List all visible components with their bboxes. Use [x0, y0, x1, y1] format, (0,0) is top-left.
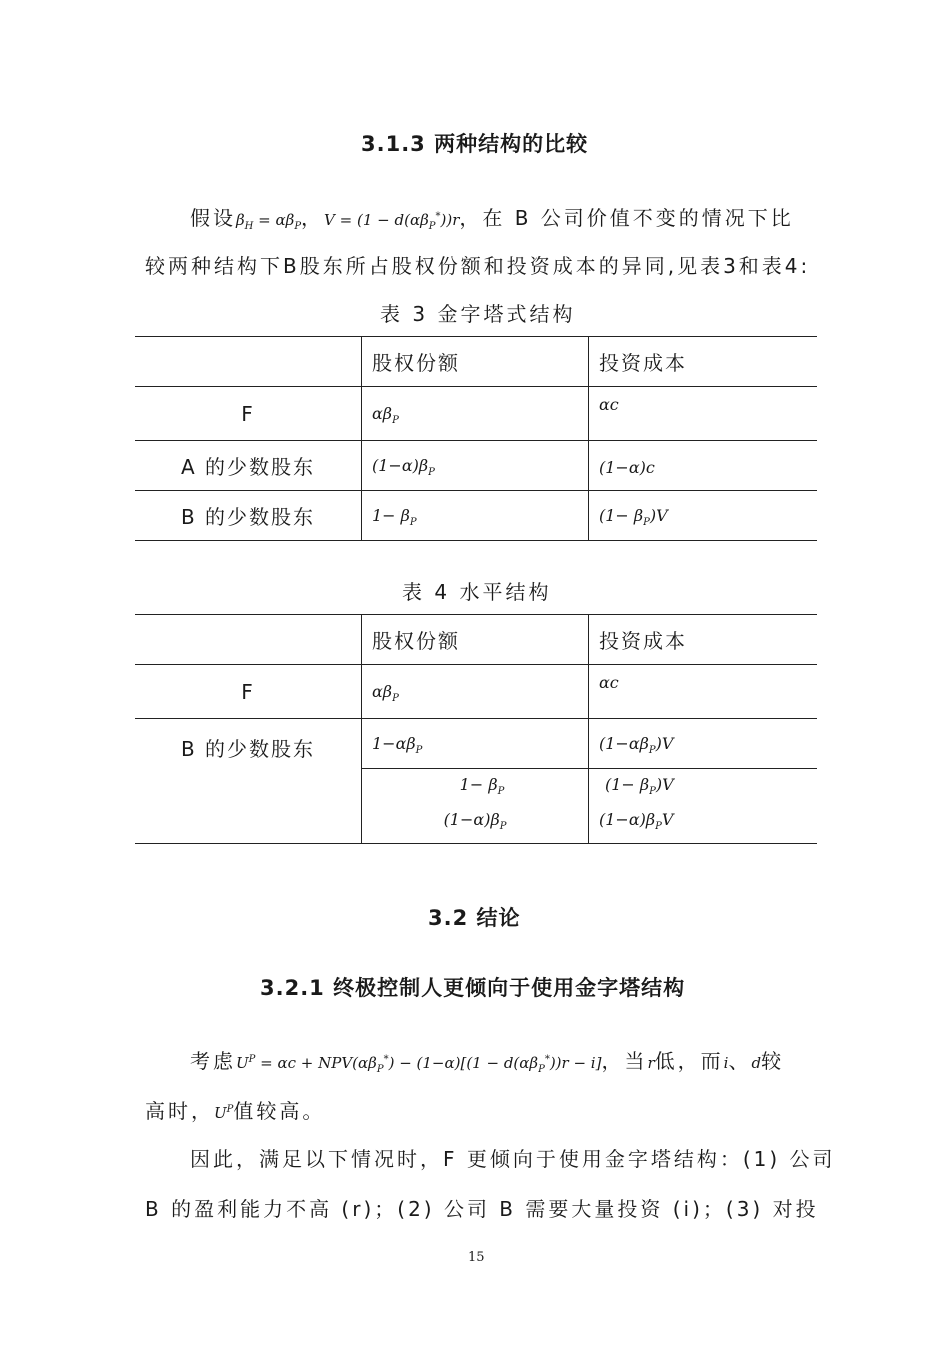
- var-up: $U^P$: [214, 1104, 234, 1122]
- para2-lead: 考虑: [190, 1049, 236, 1073]
- paragraph-1-line-1: [190, 202, 794, 232]
- cost-cell: (1−α)c: [589, 441, 818, 491]
- para2-mid: ，当: [601, 1049, 648, 1073]
- cost-cell-double: $(1- \beta_P)V$ $(1-\alpha)\beta_PV$: [589, 769, 818, 844]
- table-header-cost: 投资成本: [589, 615, 818, 665]
- para2-line2-b: 值较高。: [233, 1099, 326, 1123]
- formula-up: $U^P = \alpha c + NPV(\alpha\beta_P^*) - (1-\alpha)[(1 - d(\alpha\beta_P^*))r - i]$: [236, 1054, 602, 1075]
- page-number: 15: [468, 1250, 485, 1265]
- cost-cell: $(1-\alpha\beta_P)V$: [589, 719, 818, 769]
- table4-caption: 表 4 水平结构: [402, 580, 552, 604]
- table-header-equity: 股权份额: [362, 615, 589, 665]
- table-cell: [135, 337, 362, 387]
- section-heading-3-2-1: 3.2.1 终极控制人更倾向于使用金字塔结构: [260, 976, 686, 1000]
- table-header-equity: 股权份额: [362, 337, 589, 387]
- table-header-cost: 投资成本: [589, 337, 818, 387]
- equity-cell-double: $1- \beta_P$ $(1-\alpha)\beta_P$: [362, 769, 589, 844]
- var-i: i: [723, 1054, 729, 1072]
- paragraph-2-line-2: [145, 1095, 325, 1124]
- equity-cell: $\alpha\beta_P$: [362, 665, 589, 719]
- formula-v: $V = (1 - d(\alpha\beta_P^*))r$: [324, 211, 460, 232]
- equity-cell: $1-\alpha\beta_P$: [362, 719, 589, 769]
- table3-caption: 表 3 金字塔式结构: [380, 302, 576, 326]
- paragraph-1-line-2: 较两种结构下B股东所占股权份额和投资成本的异同,见表3和表4:: [145, 254, 811, 278]
- table-row: [135, 491, 817, 541]
- formula-beta-h: $\beta_H = \alpha\beta_P$: [236, 211, 302, 232]
- equity-cell: $\alpha\beta_P$: [362, 387, 589, 441]
- para1-lead: 假设: [190, 206, 236, 230]
- row-label: B 的少数股东: [135, 491, 362, 541]
- row-label: F: [135, 387, 362, 441]
- cost-cell: αc: [589, 387, 818, 441]
- table-cell: [135, 615, 362, 665]
- para1-tail: ，在 B 公司价值不变的情况下比: [459, 206, 794, 230]
- para2-tail: 较: [761, 1049, 785, 1073]
- paragraph-2-line-1: [190, 1045, 784, 1075]
- section-heading-3-1-3: 3.1.3 两种结构的比较: [361, 132, 589, 156]
- para2-mid2: 低，而: [654, 1049, 724, 1073]
- table-row: [135, 441, 817, 491]
- row-label: A 的少数股东: [135, 441, 362, 491]
- para1-sep: ，: [301, 206, 325, 230]
- table-row: [135, 665, 817, 719]
- equity-cell: $(1-\alpha)\beta_P$: [362, 441, 589, 491]
- var-d: d: [751, 1054, 762, 1072]
- row-label: F: [135, 665, 362, 719]
- table-row: [135, 719, 817, 769]
- table-4: [135, 614, 817, 844]
- paragraph-3-line-2: B 的盈利能力不高 (r)；(2) 公司 B 需要大量投资 (i)；(3) 对投: [145, 1197, 819, 1221]
- para2-mid3: 、: [728, 1049, 752, 1073]
- cost-cell: $(1- \beta_P)V$: [589, 491, 818, 541]
- table-row: [135, 337, 817, 387]
- table-row: [135, 615, 817, 665]
- table-row: [135, 387, 817, 441]
- row-label: B 的少数股东: [135, 719, 362, 844]
- equity-cell: $1- \beta_P$: [362, 491, 589, 541]
- var-r: r: [647, 1054, 655, 1072]
- table-3: [135, 336, 817, 541]
- section-heading-3-2: 3.2 结论: [428, 906, 521, 930]
- paragraph-3-line-1: 因此，满足以下情况时，F 更倾向于使用金字塔结构：(1) 公司: [190, 1147, 836, 1171]
- cost-cell: αc: [589, 665, 818, 719]
- para2-line2-a: 高时，: [145, 1099, 214, 1123]
